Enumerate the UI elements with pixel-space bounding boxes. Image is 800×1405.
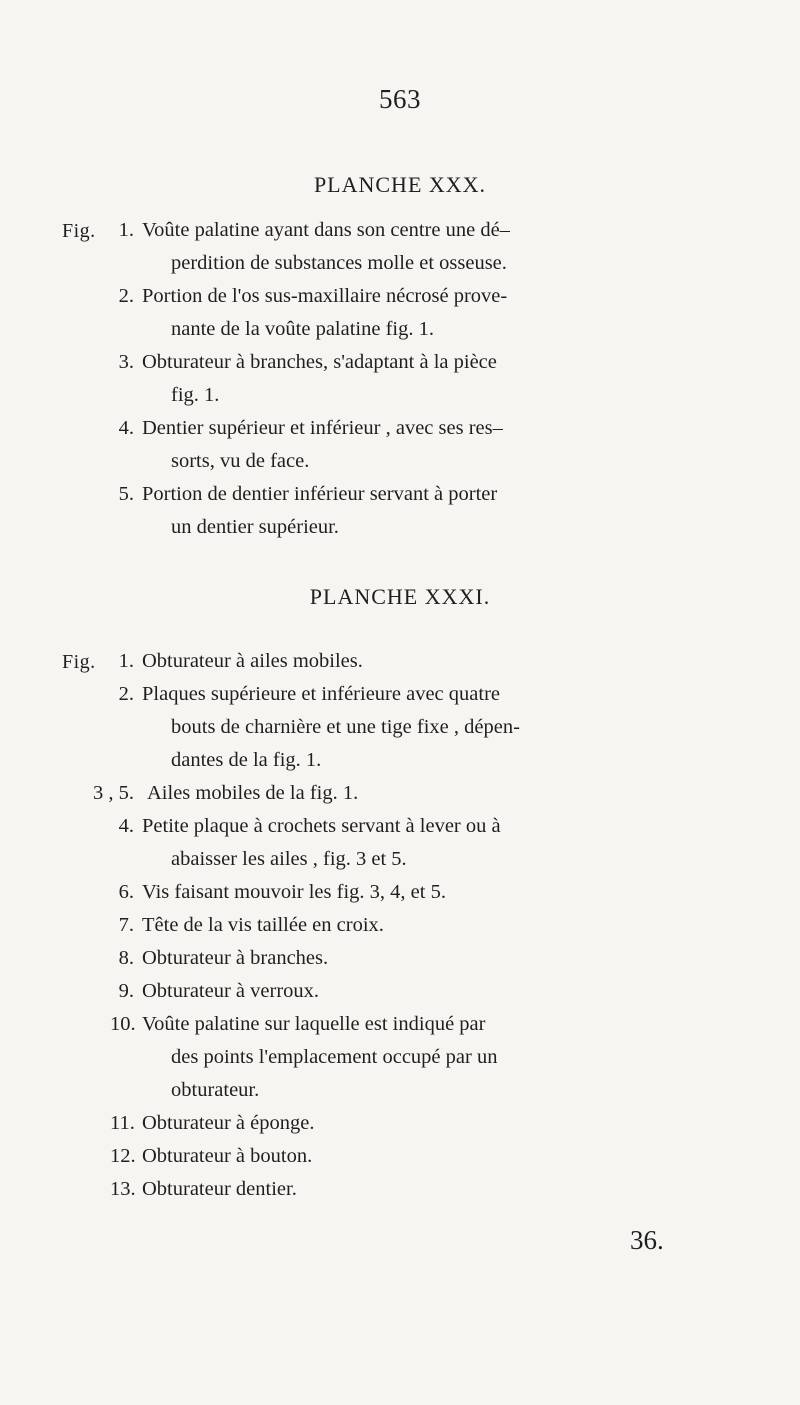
entry-line: Plaques supérieure et inférieure avec quatre [142, 683, 500, 705]
entry-text [142, 1173, 662, 1206]
entry-line: Obturateur à branches, s'adaptant à la pièce [142, 351, 497, 373]
entry-text [142, 280, 662, 346]
entry-line: Obturateur à verroux. [142, 980, 320, 1002]
entry-line: obturateur. [171, 1079, 260, 1101]
entry-line: Obturateur à éponge. [142, 1112, 315, 1134]
fig-label: Fig. [62, 220, 96, 242]
entry-text [142, 1107, 662, 1140]
entry-line: Tête de la vis taillée en croix. [142, 914, 384, 936]
entry-line: Petite plaque à crochets servant à lever ou à [142, 815, 501, 837]
entry-number: 5. [118, 483, 134, 505]
entry-line: dantes de la fig. 1. [171, 749, 322, 771]
section-heading-planche-xxxi: PLANCHE XXXI. [309, 584, 491, 609]
entry-line: Obturateur à ailes mobiles. [142, 650, 363, 672]
entry-text [142, 645, 662, 678]
entry-number: 1. [118, 219, 134, 241]
entry-text [142, 678, 662, 777]
entry-line: nante de la voûte palatine fig. 1. [171, 318, 434, 340]
entry-text [142, 876, 662, 909]
entry-line: abaisser les ailes , fig. 3 et 5. [171, 848, 407, 870]
entry-number: 6. [118, 881, 134, 903]
entry-number: 2. [118, 683, 134, 705]
entry-line: Vis faisant mouvoir les fig. 3, 4, et 5. [142, 881, 446, 903]
section-heading-planche-xxx: PLANCHE XXX. [313, 172, 487, 197]
entry-number: 11. [110, 1112, 135, 1134]
entry-text [142, 478, 662, 544]
entry-line: fig. 1. [171, 384, 220, 406]
entry-text [142, 975, 662, 1008]
entry-text [142, 346, 662, 412]
entry-text [142, 1140, 662, 1173]
entry-line: Portion de dentier inférieur servant à porter [142, 483, 498, 505]
page-number: 563 [379, 84, 421, 114]
entry-line: Obturateur dentier. [142, 1178, 297, 1200]
entry-text [142, 909, 662, 942]
entry-text [142, 942, 662, 975]
entry-line: Obturateur à bouton. [142, 1145, 313, 1167]
entry-line: sorts, vu de face. [171, 450, 310, 472]
entry-text [142, 412, 662, 478]
entry-number: 8. [118, 947, 134, 969]
entry-line: un dentier supérieur. [171, 516, 339, 538]
fig-label: Fig. [62, 651, 96, 673]
entry-line: Voûte palatine sur laquelle est indiqué par [142, 1013, 486, 1035]
entry-text [142, 1008, 662, 1107]
entry-number: 10. [110, 1013, 136, 1035]
entry-number: 7. [118, 914, 134, 936]
entry-number: 4. [118, 417, 134, 439]
entry-number: 3. [118, 351, 134, 373]
entry-line: perdition de substances molle et osseuse. [171, 252, 507, 274]
entry-line: bouts de charnière et une tige fixe , dépen- [171, 716, 520, 738]
entry-text [142, 810, 662, 876]
entry-line: Obturateur à branches. [142, 947, 329, 969]
entry-number: 2. [118, 285, 134, 307]
entry-text [147, 777, 667, 810]
entry-number: 9. [118, 980, 134, 1002]
entry-number: 12. [110, 1145, 136, 1167]
entry-number: 1. [118, 650, 134, 672]
entry-number: 4. [118, 815, 134, 837]
entry-line: Portion de l'os sus-maxillaire nécrosé prove- [142, 285, 508, 307]
entry-line: Dentier supérieur et inférieur , avec ses res– [142, 417, 503, 439]
entry-number: 3 , 5. [93, 782, 134, 804]
entry-line: Ailes mobiles de la fig. 1. [147, 782, 359, 804]
entry-line: Voûte palatine ayant dans son centre une dé– [142, 219, 510, 241]
entry-line: des points l'emplacement occupé par un [171, 1046, 498, 1068]
entry-number: 13. [110, 1178, 136, 1200]
signature-mark: 36. [630, 1225, 664, 1255]
entry-text [142, 214, 662, 280]
